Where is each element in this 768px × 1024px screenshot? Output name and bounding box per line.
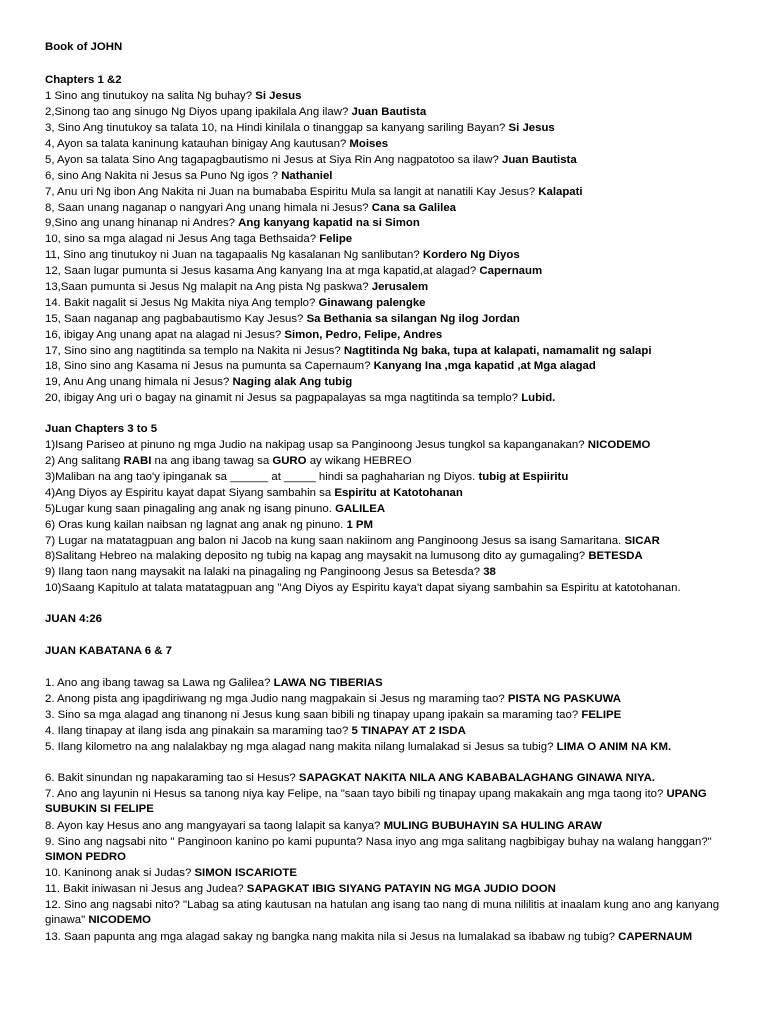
question-text: 18, Sino sino ang Kasama ni Jesus na pumunta sa Capernaum? (45, 360, 374, 372)
question-item (45, 740, 748, 755)
question-text: 11. Bakit iniwasan ni Jesus ang Judea? (45, 883, 247, 895)
answer-text: BETESDA (588, 550, 643, 562)
answer-text: Kanyang Ina ,mga kapatid ,at Mga alagad (373, 360, 596, 372)
question-item (45, 344, 748, 359)
question-text: 7) Lugar na matatagpuan ang balon ni Jacob na kung saan nakiinom ang Panginoong Jesus sa isang Samaritana. (45, 535, 625, 547)
question-text: 9) Ilang taon nang maysakit na lalaki na pinagaling ng Panginoong Jesus sa Betesda? (45, 566, 484, 578)
answer-text: 5 TINAPAY AT 2 ISDA (351, 725, 466, 737)
question-item (45, 264, 748, 279)
question-text: 10)Saang Kapitulo at talata matatagpuan ang "Ang Diyos ay Espiritu kaya't dapat siyang sambahin sa Espiritu at katotohanan. (45, 582, 681, 594)
question-text: 17, Sino sino ang nagtitinda sa templo na Nakita ni Jesus? (45, 345, 344, 357)
question-item (45, 153, 748, 168)
question-item (45, 216, 748, 231)
question-text: 4. Ilang tinapay at ilang isda ang pinakain sa maraming tao? (45, 725, 352, 737)
question-item (45, 502, 748, 517)
question-item (45, 470, 748, 485)
answer-text: Si Jesus (255, 90, 302, 102)
question-text: na ang ibang tawag sa (151, 455, 273, 467)
answer-text: 38 (483, 566, 496, 578)
question-item (45, 105, 748, 120)
question-item (45, 232, 748, 247)
answer-text: Kalapati (538, 186, 583, 198)
answer-text: Si Jesus (508, 122, 555, 134)
answer-text: GURO (272, 455, 307, 467)
question-text: 6) Oras kung kailan naibsan ng lagnat ang anak ng pinuno. (45, 519, 347, 531)
answer-text: PISTA NG PASKUWA (507, 693, 621, 705)
question-item (45, 438, 748, 453)
answer-text: MULING BUBUHAYIN SA HULING ARAW (383, 820, 602, 832)
question-text: 2,Sinong tao ang sinugo Ng Diyos upang ipakilala Ang ilaw? (45, 106, 352, 118)
answer-text: SIMON ISCARIOTE (194, 867, 297, 879)
question-item (45, 612, 748, 627)
question-text: ay wikang HEBREO (306, 455, 412, 467)
question-item (45, 534, 748, 549)
answer-text: Jerusalem (371, 281, 429, 293)
question-text: 7. Ano ang layunin ni Hesus sa tanong niya kay Felipe, na "saan tayo bibili ng tinapay upang makakain ang mga taong ito? (45, 788, 667, 800)
question-text: 14. Bakit nagalit si Jesus Ng Makita niya Ang templo? (45, 297, 319, 309)
question-text: 1)Isang Pariseo at pinuno ng mga Judio na nakipag usap sa Panginoong Jesus tungkol sa kapanganakan? (45, 439, 588, 451)
question-item (45, 930, 748, 945)
answer-text: NICODEMO (88, 914, 151, 926)
question-item (45, 359, 748, 374)
answer-text: 1 PM (346, 519, 374, 531)
question-text: 11, Sino ang tinutukoy ni Juan na tagapaalis Ng kasalanan Ng sanlibutan? (45, 249, 423, 261)
answer-text: GALILEA (335, 503, 386, 515)
section-heading: JUAN KABATANA 6 & 7 (45, 645, 172, 657)
answer-text: Juan Bautista (502, 154, 577, 166)
question-item (45, 137, 748, 152)
question-text: 2. Anong pista ang ipagdiriwang ng mga Judio nang magpakain si Jesus ng maraming tao? (45, 693, 508, 705)
answer-text: Kordero Ng Diyos (422, 249, 520, 261)
question-item (45, 676, 748, 691)
question-item (45, 328, 748, 343)
question-item (45, 866, 748, 881)
answer-text: Juan Bautista (351, 106, 427, 118)
question-text: 8, Saan unang naganap o nangyari Ang unang himala ni Jesus? (45, 202, 372, 214)
question-item (45, 835, 748, 865)
question-text: 3, Sino Ang tinutukoy sa talata 10, na Hindi kinilala o tinanggap sa kanyang sariling Bayan? (45, 122, 509, 134)
question-item (45, 692, 748, 707)
question-item (45, 391, 748, 406)
answer-text: Ang kanyang kapatid na si Simon (238, 217, 420, 229)
question-text: 10, sino sa mga alagad ni Jesus Ang taga Bethsaida? (45, 233, 320, 245)
section-heading: Chapters 1 &2 (45, 74, 122, 86)
question-text: 4, Ayon sa talata kaninung katauhan binigay Ang kautusan? (45, 138, 350, 150)
answer-text: Ginawang palengke (318, 297, 426, 309)
answer-text: CAPERNAUM (618, 931, 693, 943)
answer-text: Cana sa Galilea (371, 202, 457, 214)
question-text: 9,Sino ang unang hinanap ni Andres? (45, 217, 239, 229)
question-text: 12. Sino ang nagsabi nito? "Labag sa ating kautusan na hatulan ang isang tao nang di muna nililitis at inaalam kung ano ang kanyang ginawa" (45, 899, 720, 926)
question-item (45, 787, 748, 817)
question-text: 13,Saan pumunta si Jesus Ng malapit na Ang pista Ng paskwa? (45, 281, 372, 293)
question-item (45, 454, 748, 469)
answer-text: LAWA NG TIBERIAS (273, 677, 383, 689)
answer-text: Lubid. (521, 392, 556, 404)
question-item (45, 549, 748, 564)
question-text: 3)Maliban na ang tao'y ipinganak sa ______ at _____ hindi sa paghaharian ng Diyos. (45, 471, 479, 483)
question-item (45, 518, 748, 533)
question-text: 12, Saan lugar pumunta si Jesus kasama Ang kanyang Ina at mga kapatid,at alagad? (45, 265, 480, 277)
answer-text: Moises (349, 138, 389, 150)
question-text: 5)Lugar kung saan pinagaling ang anak ng isang pinuno. (45, 503, 336, 515)
section-heading: Juan Chapters 3 to 5 (45, 423, 158, 435)
answer-text: JUAN 4:26 (45, 613, 102, 625)
answer-text: SAPAGKAT IBIG SIYANG PATAYIN NG MGA JUDIO DOON (246, 883, 556, 895)
question-item (45, 248, 748, 263)
answer-text: SAPAGKAT NAKITA NILA ANG KABABALAGHANG GINAWA NIYA. (298, 772, 655, 784)
answer-text: Naging alak Ang tubig (232, 376, 353, 388)
question-text: 3. Sino sa mga alagad ang tinanong ni Jesus kung saan bibili ng tinapay upang ipakain sa maraming tao? (45, 709, 582, 721)
question-item (45, 565, 748, 580)
question-item (45, 121, 748, 136)
question-text: 6. Bakit sinundan ng napakaraming tao si Hesus? (45, 772, 299, 784)
question-item (45, 169, 748, 184)
question-text: 7, Anu uri Ng ibon Ang Nakita ni Juan na bumababa Espiritu Mula sa langit at nanatili Kay Jesus? (45, 186, 539, 198)
question-item (45, 89, 748, 104)
answer-text: Sa Bethania sa silangan Ng ilog Jordan (306, 313, 520, 325)
question-text: 4)Ang Diyos ay Espiritu kayat dapat Siyang sambahin sa (45, 487, 335, 499)
question-item (45, 486, 748, 501)
question-text: 16, ibigay Ang unang apat na alagad ni Jesus? (45, 329, 285, 341)
answer-text: NICODEMO (587, 439, 651, 451)
answer-text: UPANG SUBUKIN SI FELIPE (45, 788, 707, 815)
question-text: 5. Ilang kilometro na ang nalalakbay ng mga alagad nang makita nilang lumalakad si Jesus sa tubig? (45, 741, 557, 753)
answer-text: Simon, Pedro, Felipe, Andres (284, 329, 443, 341)
answer-text: LIMA O ANIM NA KM. (556, 741, 672, 753)
question-text: 9. Sino ang nagsabi nito " Panginoon kanino po kami pupunta? Nasa inyo ang mga salitang nagbibigay buhay na walang hanggan?" (45, 836, 712, 848)
answer-text: FELIPE (581, 709, 622, 721)
question-text: 1. Ano ang ibang tawag sa Lawa ng Galilea? (45, 677, 274, 689)
question-text: 5, Ayon sa talata Sino Ang tagapagbautismo ni Jesus at Siya Rin Ang nagpatotoo sa ilaw? (45, 154, 502, 166)
answer-text: Espiritu at Katotohanan (334, 487, 463, 499)
question-item (45, 819, 748, 834)
question-item (45, 296, 748, 311)
question-item (45, 201, 748, 216)
question-item (45, 898, 748, 928)
question-text: 13. Saan papunta ang mga alagad sakay ng bangka nang makita nila si Jesus na lumalakad sa ibabaw ng tubig? (45, 931, 619, 943)
question-item (45, 771, 748, 786)
question-item (45, 708, 748, 723)
question-text: 1 Sino ang tinutukoy na salita Ng buhay? (45, 90, 256, 102)
question-text: 20, ibigay Ang uri o bagay na ginamit ni Jesus sa pagpapalayas sa mga nagtitinda sa templo? (45, 392, 522, 404)
question-item (45, 375, 748, 390)
question-item (45, 581, 748, 596)
answer-text: Felipe (319, 233, 353, 245)
question-item (45, 724, 748, 739)
answer-text: tubig at Espiiritu (478, 471, 569, 483)
document-title: Book of JOHN (45, 41, 123, 53)
answer-text: Capernaum (479, 265, 543, 277)
question-item (45, 312, 748, 327)
answer-text: RABI (123, 455, 152, 467)
question-item (45, 280, 748, 295)
answer-text: SIMON PEDRO (45, 851, 127, 863)
answer-text: Nagtitinda Ng baka, tupa at kalapati, namamalit ng salapi (343, 345, 652, 357)
question-text: 6, sino Ang Nakita ni Jesus sa Puno Ng igos ? (45, 170, 282, 182)
answer-text: Nathaniel (281, 170, 333, 182)
answer-text: SICAR (624, 535, 660, 547)
question-text: 2) Ang salitang (45, 455, 124, 467)
question-text: 8. Ayon kay Hesus ano ang mangyayari sa taong lalapit sa kanya? (45, 820, 384, 832)
question-text: 15, Saan naganap ang pagbabautismo Kay Jesus? (45, 313, 307, 325)
question-item (45, 882, 748, 897)
question-text: 19, Anu Ang unang himala ni Jesus? (45, 376, 233, 388)
question-text: 8)Salitang Hebreo na malaking deposito ng tubig na kapag ang maysakit na lumusong dito ay gumagaling? (45, 550, 589, 562)
question-item (45, 185, 748, 200)
question-text: 10. Kaninong anak si Judas? (45, 867, 195, 879)
